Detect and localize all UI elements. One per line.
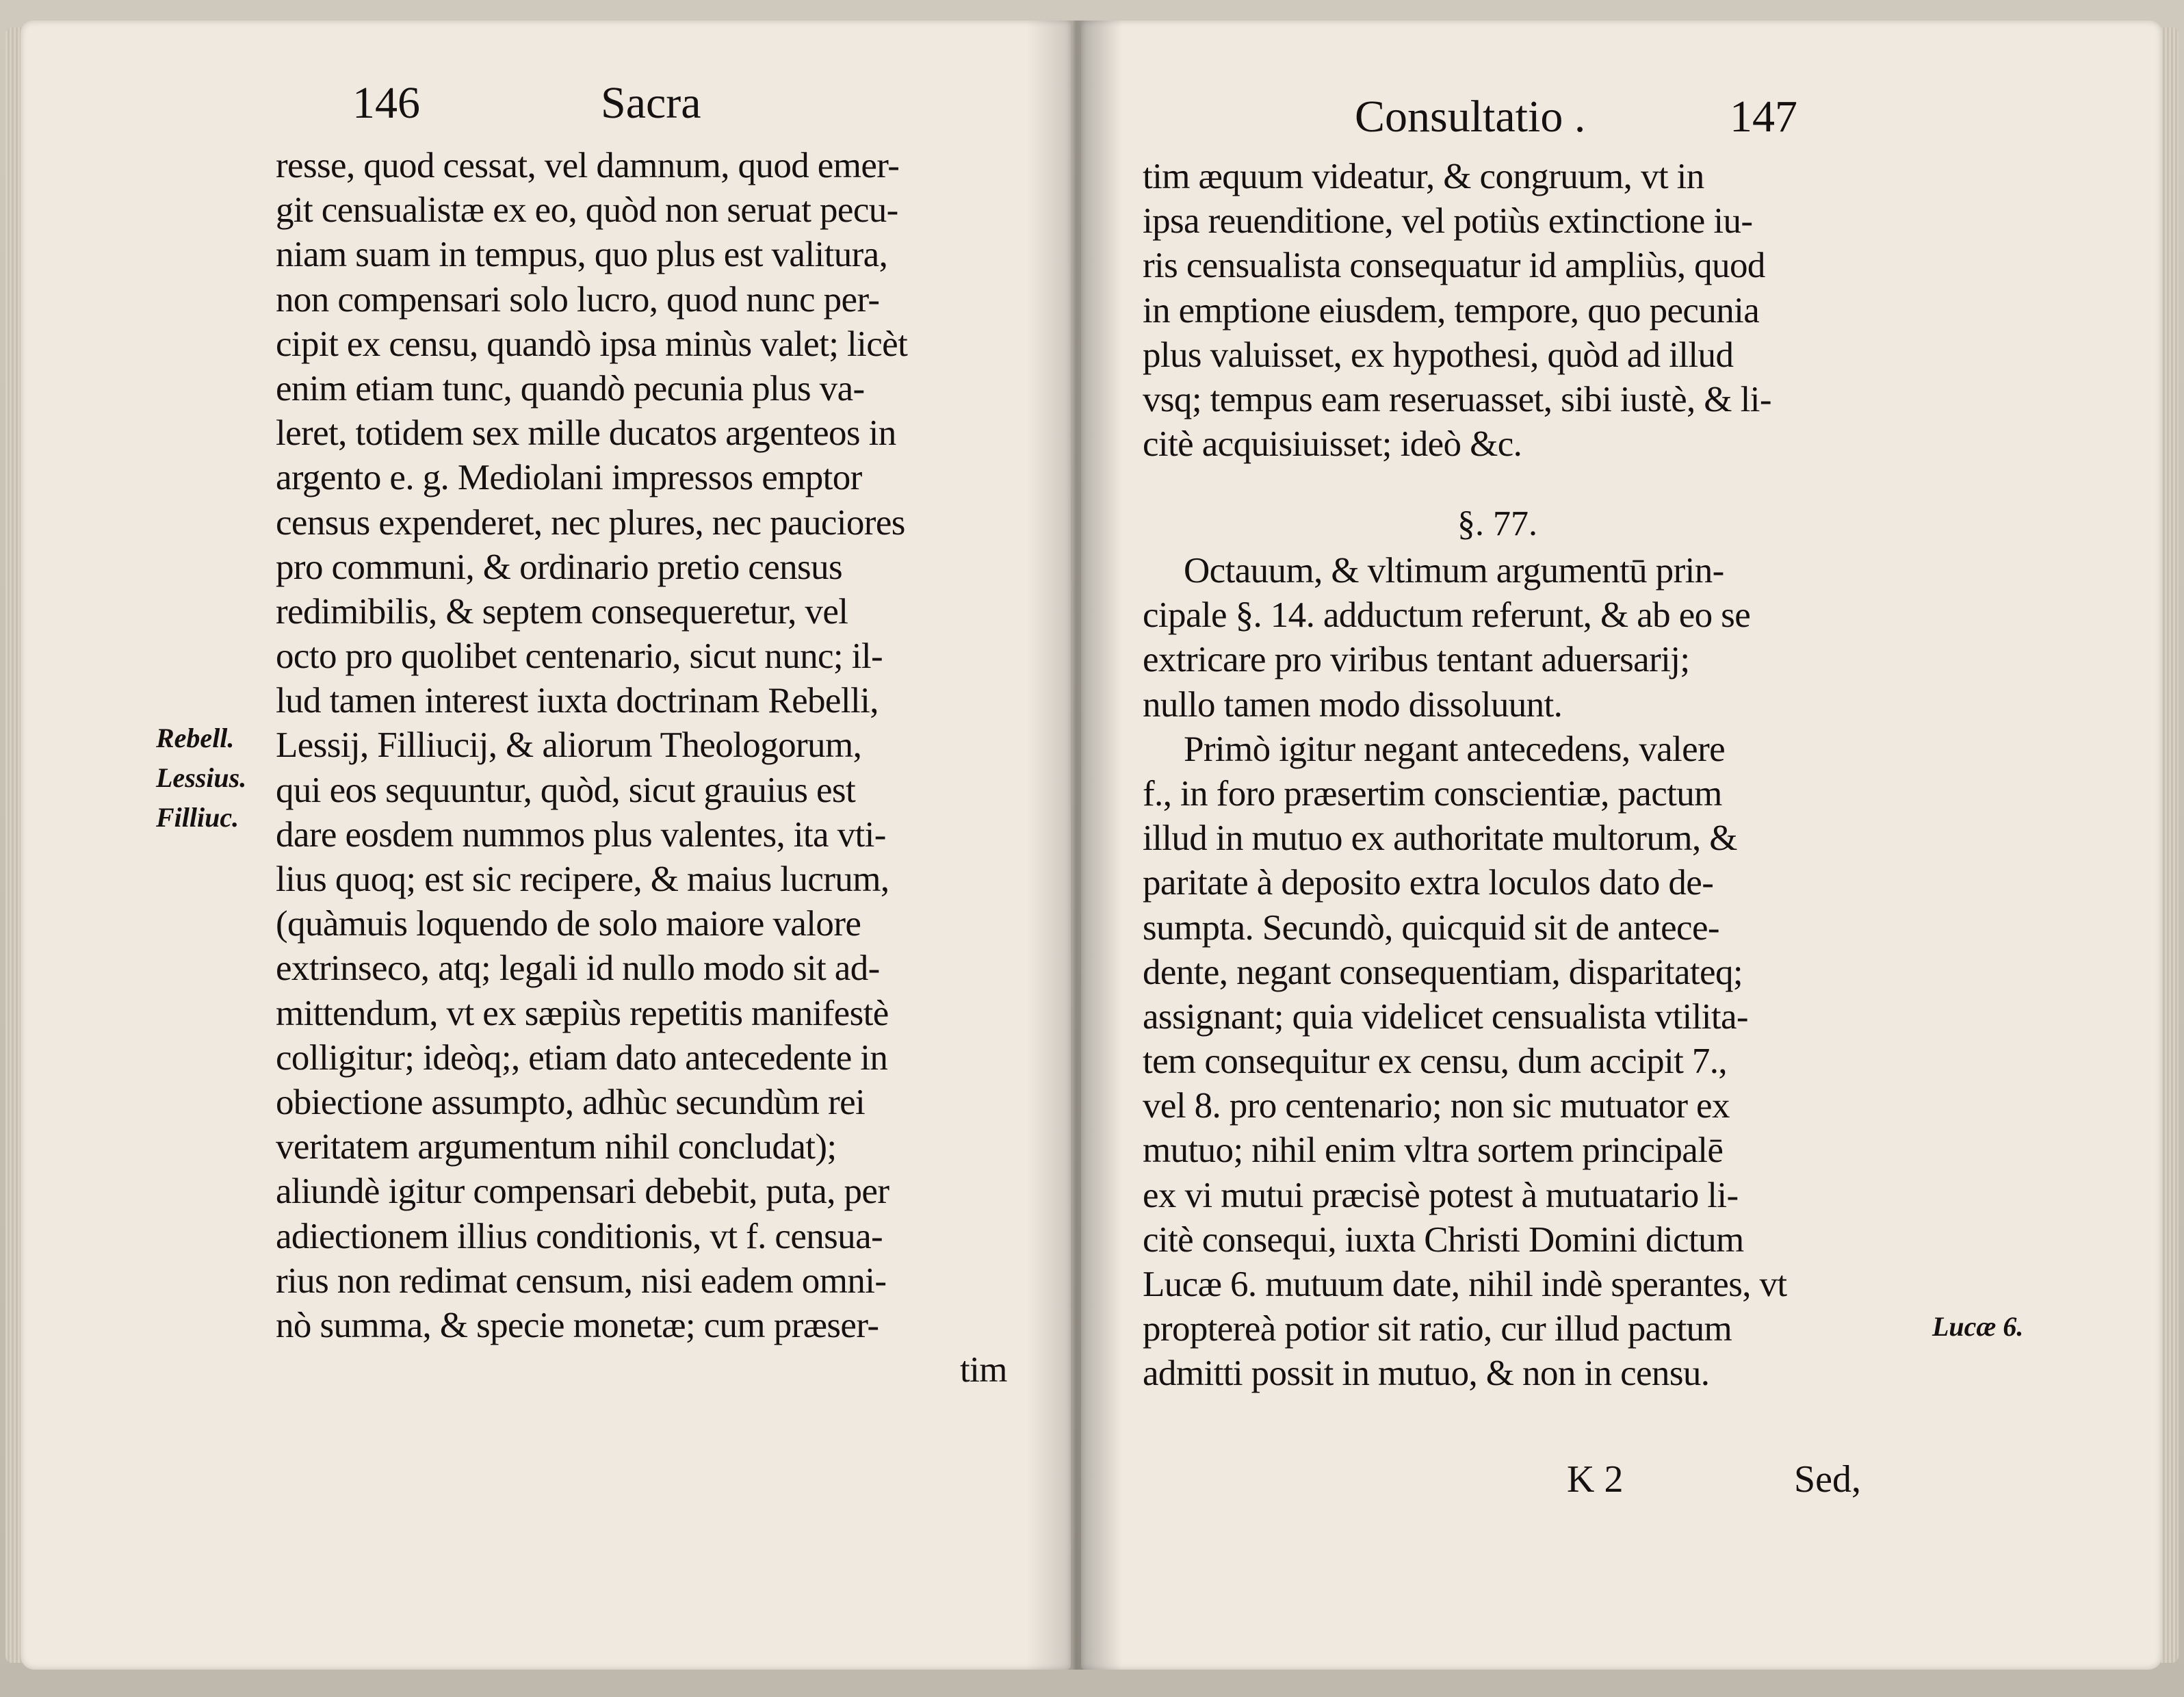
text-line: leret, totidem sex mille ducatos argenteos in [276,413,896,454]
text-line: git censualistæ ex eo, quòd non seruat pecu- [276,190,898,231]
right-margin-note: Lucæ 6. [1932,1311,2024,1342]
text-line: Lessij, Filliucij, & aliorum Theologorum, [276,725,862,766]
text-line: citè acquisiuisset; ideò &c. [1143,424,1522,465]
text-line: qui eos sequuntur, quòd, sicut grauius est [276,770,856,810]
text-line: vel 8. pro centenario; non sic mutuator ex [1143,1086,1730,1126]
text-line: admitti possit in mutuo, & non in censu. [1143,1353,1710,1394]
text-line: tim [960,1350,1007,1390]
left-running-head: Sacra [601,78,701,128]
right-page-body-bottom [1143,549,1787,1397]
catchword: Sed, [1794,1458,1861,1501]
text-line: sumpta. Secundò, quicquid sit de antece- [1143,907,1719,948]
text-line: extricare pro viribus tentant aduersarij; [1143,640,1690,680]
text-line: plus valuisset, ex hypothesi, quòd ad illud [1143,335,1734,375]
text-line: pro communi, & ordinario pretio census [276,547,842,587]
text-line: colligitur; ideòq;, etiam dato antecedente in [276,1037,888,1078]
text-line: octo pro quolibet centenario, sicut nunc; il- [276,636,883,677]
text-line: enim etiam tunc, quandò pecunia plus va- [276,368,865,409]
right-page [1081,21,2162,1670]
text-line: tem consequitur ex censu, dum accipit 7., [1143,1041,1728,1082]
right-page-body-top [1143,155,1771,467]
text-line: aliundè igitur compensari debebit, puta, per [276,1171,889,1212]
text-line: non compensari solo lucro, quod nunc per- [276,279,880,320]
text-line: mutuo; nihil enim vltra sortem principalē [1143,1130,1724,1171]
section-mark: §. 77. [1457,504,1537,543]
text-line: f., in foro præsertim conscientiæ, pactum [1143,773,1722,814]
text-line: dente, negant consequentiam, disparitateq; [1143,952,1743,992]
text-line: Primò igitur negant antecedens, valere [1184,729,1726,769]
right-page-number: 147 [1730,92,1797,142]
text-line: nò summa, & specie monetæ; cum præser- [276,1305,879,1345]
text-line: citè consequi, iuxta Christi Domini dictum [1143,1219,1744,1260]
text-line: obiectione assumpto, adhùc secundùm rei [276,1082,866,1122]
margin-note-filliuc: Filliuc. [156,802,239,833]
right-page-edges [2161,27,2179,1663]
text-line: tim æquum videatur, & congruum, vt in [1143,157,1704,196]
text-line: adiectionem illius conditionis, vt f. censua- [276,1216,883,1256]
text-line: resse, quod cessat, vel damnum, quod emer- [276,146,900,185]
text-line: Octauum, & vltimum argumentū prin- [1184,551,1724,591]
text-line: census expenderet, nec plures, nec pauciores [276,502,905,543]
text-line: ipsa reuenditione, vel potiùs extinctione iu- [1143,201,1753,242]
margin-note-rebell: Rebell. [156,723,235,753]
text-line: argento e. g. Mediolani impressos emptor [276,458,862,498]
text-line: Lucæ 6. mutuum date, nihil indè sperantes, vt [1143,1265,1787,1304]
text-line: redimibilis, & septem consequeretur, vel [276,591,848,632]
text-line: rius non redimat censum, nisi eadem omni- [276,1260,887,1301]
text-line: in emptione eiusdem, tempore, quo pecunia [1143,290,1760,331]
text-line: vsq; tempus eam reseruasset, sibi iustè, & li- [1143,379,1771,419]
text-line: mittendum, vt ex sæpiùs repetitis manifestè [276,993,889,1033]
text-line: assignant; quia videlicet censualista vtilita- [1143,996,1748,1037]
text-line: extrinseco, atq; legali id nullo modo sit ad- [276,948,880,989]
text-line: lius quoq; est sic recipere, & maius lucrum, [276,859,889,899]
left-page-body [276,144,1007,1392]
text-line: (quàmuis loquendo de solo maiore valore [276,904,861,944]
left-page-number: 146 [352,78,420,128]
text-line: ris censualista consequatur id ampliùs, quod [1143,246,1765,286]
text-line: dare eosdem nummos plus valentes, ita vti- [276,814,886,855]
text-line: ex vi mutui præcisè potest à mutuatario li- [1143,1175,1739,1215]
text-line: paritate à deposito extra loculos dato de- [1143,863,1714,903]
right-running-head: Consultatio . [1355,92,1586,142]
text-line: illud in mutuo ex authoritate multorum, & [1143,818,1737,859]
text-line: veritatem argumentum nihil concludat); [276,1127,837,1167]
left-page [21,21,1071,1670]
text-line: cipit ex censu, quandò ipsa minùs valet; licèt [276,324,908,364]
left-margin-notes [156,718,246,838]
text-line: nullo tamen modo dissoluunt. [1143,684,1563,725]
signature-mark: K 2 [1567,1458,1624,1501]
text-line: cipale §. 14. adductum referunt, & ab eo se [1143,595,1751,636]
margin-note-lessius: Lessius. [156,762,247,793]
text-line: niam suam in tempus, quo plus est valitura, [276,235,888,275]
text-line: lud tamen interest iuxta doctrinam Rebelli, [276,681,879,721]
text-line: proptereà potior sit ratio, cur illud pactum [1143,1309,1732,1349]
